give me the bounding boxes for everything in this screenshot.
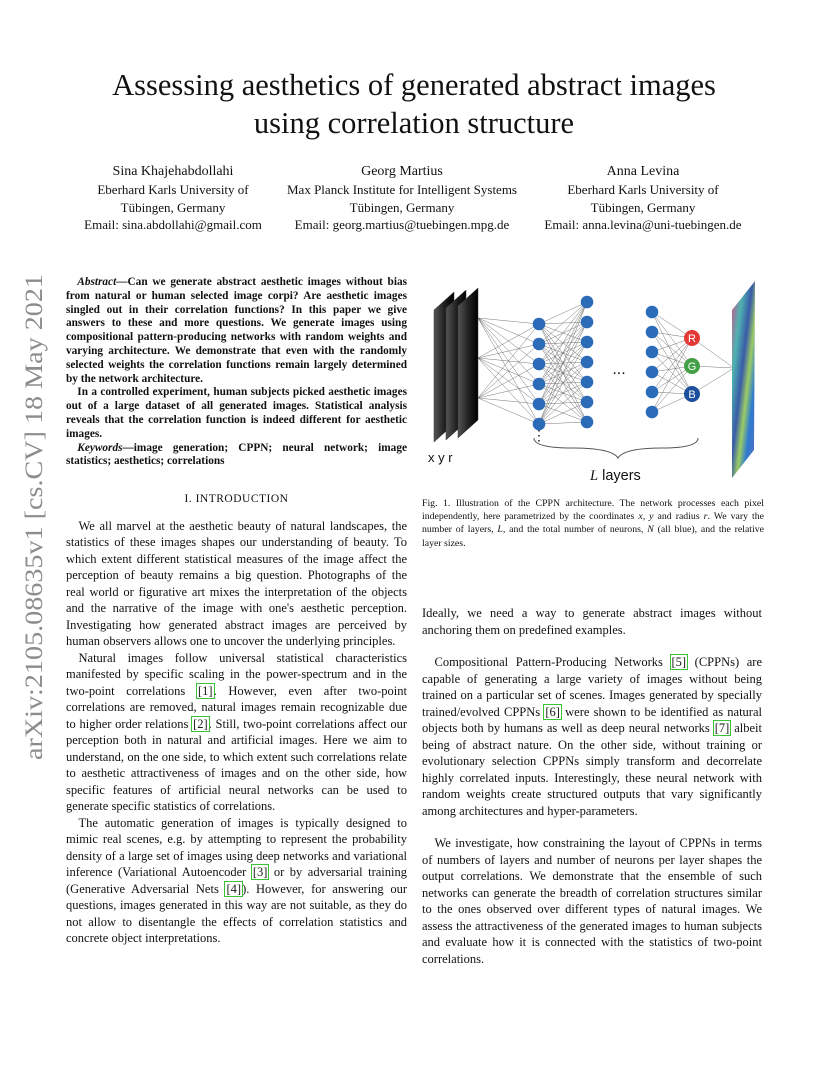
text-run: or by adversarial training (Generative Adversarial Nets bbox=[66, 865, 407, 896]
author-2 bbox=[272, 163, 532, 234]
caption-text: , and the total number of neurons, bbox=[502, 524, 648, 536]
text-run: . Still, two-point correlations affect our perception both in natural and artificial images. Here we aim to understand, on the one side, to which extent such correlations relate to aesthetic attractiveness of images and on the other side, how specific features of artificial neural networks can be used to generate specific statistics of correlations. bbox=[66, 716, 407, 814]
input-label: x y r bbox=[428, 450, 453, 465]
caption-var: x bbox=[638, 511, 643, 523]
right-paragraph-0: Ideally, we need a way to generate abstract images without anchoring them on predefined examples. bbox=[422, 606, 762, 637]
hidden-neuron bbox=[581, 356, 594, 369]
author-email: Email: anna.levina@uni-tuebingen.de bbox=[544, 217, 742, 232]
text-run: were shown to be identified as natural objects both by humans as well as deep neural networks bbox=[422, 704, 762, 735]
hidden-connection bbox=[539, 302, 587, 424]
author-name: Sina Khajehabdollahi bbox=[112, 164, 234, 179]
hidden-neuron bbox=[646, 386, 659, 399]
output-label-r: R bbox=[688, 333, 696, 345]
hidden-neuron bbox=[646, 366, 659, 379]
input-connection bbox=[478, 358, 539, 404]
author-1 bbox=[66, 163, 280, 234]
section-heading-introduction: I. INTRODUCTION bbox=[184, 493, 289, 506]
citation-link-2[interactable]: [2] bbox=[193, 716, 208, 731]
author-affiliation: Eberhard Karls University of bbox=[567, 182, 719, 197]
title-line-1: Assessing aesthetics of generated abstract images bbox=[112, 68, 716, 102]
hidden-neuron bbox=[581, 416, 594, 429]
abstract bbox=[66, 276, 407, 469]
output-label-g: G bbox=[687, 361, 697, 373]
citation-link-1[interactable]: [1] bbox=[198, 683, 213, 698]
arxiv-sidebar-stamp bbox=[12, 272, 52, 762]
caption-text: Fig. 1. Illustration of the CPPN architecture. The network processes each pixel independently, here parametrized by the coordinates bbox=[422, 498, 764, 523]
citation-link-7[interactable]: [7] bbox=[714, 721, 730, 735]
cppn-diagram bbox=[422, 278, 766, 488]
text-run: ). However, for answering our questions, images generated in this way are not suitable, as they do not allow to disentangle the effects of correlation statistics and concrete object interpretations. bbox=[66, 881, 407, 946]
layers-ellipsis: ... bbox=[612, 361, 626, 378]
title-line-2: using correlation structure bbox=[253, 106, 575, 140]
input-connection bbox=[478, 398, 539, 404]
neuron-ellipsis-vertical: ⋮ bbox=[532, 427, 546, 443]
intro-paragraph-1: We all marvel at the aesthetic beauty of natural landscapes, the statistics of these images shapes our understanding of beauty. To which extent different statistical measures of the image affect the perception of beauty remains a big question. Photographs of the real world or figurative art mixes the interpretation of the objects and the narrative of the image with one's aesthetic perception. Investigating how generated abstract images are perceived by human observers allows one to uncover the underlying principles. bbox=[66, 518, 407, 649]
citation-link-6[interactable]: [6] bbox=[545, 704, 560, 719]
hidden-neuron bbox=[646, 326, 659, 339]
paper-title bbox=[70, 66, 758, 142]
hidden-neuron bbox=[646, 406, 659, 419]
author-3 bbox=[532, 163, 754, 234]
input-plane-r bbox=[458, 288, 478, 438]
author-name: Anna Levina bbox=[606, 164, 680, 179]
author-location: Tübingen, Germany bbox=[590, 199, 696, 215]
output-image bbox=[732, 281, 755, 478]
author-affiliation: Max Planck Institute for Intelligent Systems bbox=[287, 182, 517, 197]
intro-paragraph-2 bbox=[66, 650, 407, 815]
input-connection bbox=[478, 398, 539, 424]
author-location: Tübingen, Germany bbox=[120, 199, 226, 215]
abstract-paragraph-1 bbox=[66, 276, 407, 386]
caption-var: N bbox=[647, 524, 654, 536]
author-block bbox=[0, 163, 828, 243]
author-affiliation: Eberhard Karls University of bbox=[97, 182, 249, 197]
caption-var: L bbox=[497, 524, 503, 536]
layers-brace bbox=[534, 438, 698, 458]
figure-caption bbox=[422, 497, 764, 550]
citation-link-5[interactable]: [5] bbox=[671, 655, 687, 669]
hidden-neuron bbox=[533, 378, 546, 391]
keywords-lead: Keywords bbox=[77, 441, 123, 454]
caption-text: (all blue), and the relative layer sizes. bbox=[422, 524, 765, 549]
figure-cppn-architecture bbox=[422, 278, 766, 488]
caption-var: y bbox=[649, 511, 654, 523]
hidden-connection bbox=[539, 422, 587, 424]
input-connection bbox=[478, 318, 539, 384]
keywords-text: —image generation; CPPN; neural network; image statistics; aesthetics; correlations bbox=[66, 441, 407, 468]
hidden-neuron bbox=[581, 396, 594, 409]
intro-paragraph-3 bbox=[66, 815, 407, 947]
hidden-neuron bbox=[581, 336, 594, 349]
caption-text: . We vary the number of layers, bbox=[422, 511, 764, 536]
abstract-lead: Abstract bbox=[77, 276, 117, 288]
hidden-neuron bbox=[533, 358, 546, 371]
left-column bbox=[66, 276, 407, 947]
hidden-neuron bbox=[581, 376, 594, 389]
input-connection bbox=[478, 318, 539, 324]
caption-text: , bbox=[642, 511, 650, 523]
right-column bbox=[422, 605, 762, 983]
hidden-neuron bbox=[646, 346, 659, 359]
input-planes bbox=[434, 288, 478, 442]
abstract-text-1: —Can we generate abstract aesthetic images without bias from natural or human selected image corpi? Are aesthetic images singled out in their correlation functions? In this paper we give answers to these and more questions. We generate images using compositional pattern-producing networks with random weights and varying architecture. We demonstrate that even with the randomly selected weights the correlation functions remain largely determined by the network architecture. bbox=[66, 276, 407, 385]
hidden-neuron bbox=[646, 306, 659, 319]
author-email: Email: georg.martius@tuebingen.mpg.de bbox=[294, 217, 510, 232]
hidden-neuron bbox=[533, 398, 546, 411]
text-run: Natural images follow universal statistical characteristics manifested by specific scaling in the power-spectrum and in the two-point correlations bbox=[66, 650, 407, 698]
text-run: (CPPNs) are capable of generating a large variety of images without being trained on a particular set of scenes. Images generated by specially trained/evolved CPPNs bbox=[422, 655, 763, 719]
arxiv-stamp-graphic bbox=[12, 272, 52, 762]
text-run: . However, even after two-point correlations are removed, natural images remain recognizable due to higher order relations bbox=[66, 683, 407, 731]
text-run: The automatic generation of images is typically designed to mimic real scenes, e.g. by attempting to represent the probability density of a large set of images using deep networks and variational inference (Variational Autoencoder bbox=[66, 815, 407, 880]
input-connection bbox=[478, 318, 539, 424]
author-name: Georg Martius bbox=[361, 164, 443, 179]
author-email: Email: sina.abdollahi@gmail.com bbox=[84, 217, 262, 232]
right-paragraph-1 bbox=[422, 654, 762, 819]
hidden-connection bbox=[539, 342, 587, 424]
hidden-neuron bbox=[581, 316, 594, 329]
caption-var: r bbox=[703, 511, 708, 523]
text-run: Compositional Pattern-Producing Networks bbox=[434, 655, 671, 669]
hidden-neuron bbox=[581, 296, 594, 309]
author-location: Tübingen, Germany bbox=[349, 199, 455, 215]
abstract-paragraph-2: In a controlled experiment, human subjects picked aesthetic images out of a large dataset of all generated images. Statistical analysis reveals that the correlation function is indeed different for aesthetic images. bbox=[66, 386, 407, 440]
output-label-b: B bbox=[688, 389, 696, 401]
text-run: albeit being of abstract nature. On the other side, without training or evolutionary selection CPPNs simply transform and decorrelate highly correlated inputs. Interestingly, these neural network with random weights create structured outputs that vary significantly among architectures and hyper-parameters. bbox=[422, 721, 762, 818]
citation-link-3[interactable]: [3] bbox=[252, 865, 268, 880]
right-paragraph-2: We investigate, how constraining the layout of CPPNs in terms of numbers of layers and number of neurons per layer shapes the output correlations. We demonstrate that the ensemble of such networks can generate the breadth of correlation structures similar to the ones observed over different types of natural images. We assess the attractiveness of the generated images to human subjects and evaluate how it is connected with the statistics of two-point correlations. bbox=[422, 836, 762, 966]
hidden-neuron bbox=[533, 338, 546, 351]
keywords-paragraph bbox=[66, 442, 407, 470]
hidden-neuron bbox=[533, 318, 546, 331]
citation-link-4[interactable]: [4] bbox=[226, 881, 242, 896]
caption-text: and radius bbox=[653, 511, 704, 523]
layers-label: L layers bbox=[590, 468, 641, 484]
input-connection bbox=[478, 318, 539, 364]
hidden-connection bbox=[539, 302, 587, 384]
arxiv-id: arXiv:2105.08635v1 [cs.CV] 18 May 2021 bbox=[21, 328, 48, 760]
